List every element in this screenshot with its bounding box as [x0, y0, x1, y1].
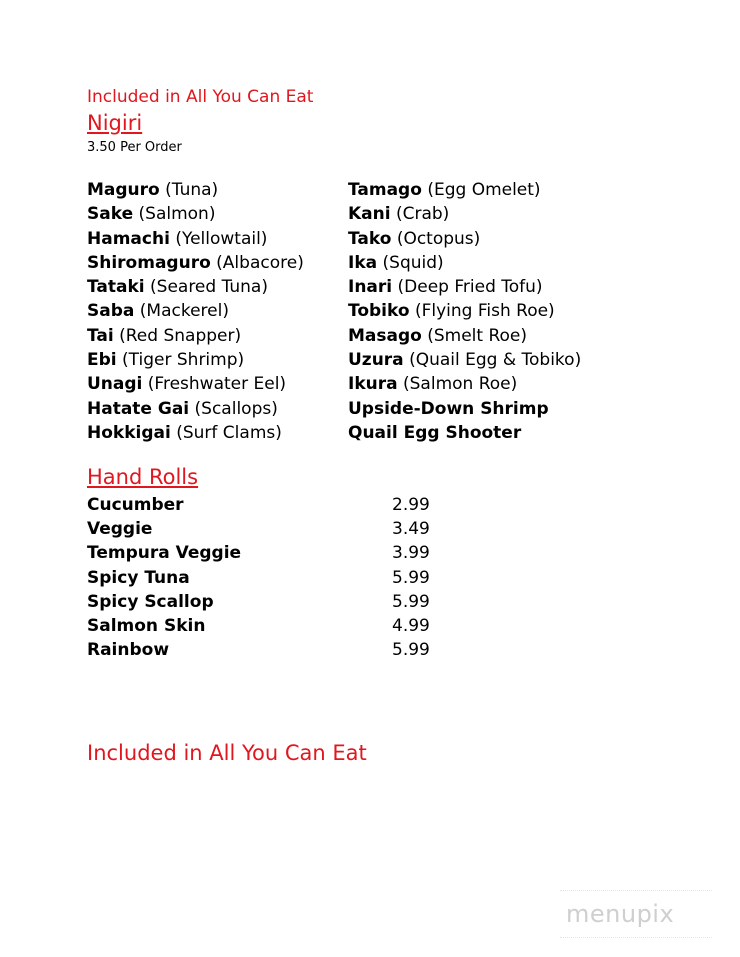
nigiri-item-name: Masago [348, 325, 422, 346]
menupix-watermark [560, 890, 712, 938]
nigiri-item-desc: (Crab) [395, 204, 450, 225]
hand-roll-item [87, 517, 447, 541]
nigiri-item-desc: (Albacore) [216, 252, 304, 273]
nigiri-item-name: Hokkigai [87, 422, 171, 443]
nigiri-item-name: Ikura [348, 374, 398, 395]
nigiri-item-name: Sake [87, 204, 134, 225]
nigiri-item-desc: (Quail Egg & Tobiko) [409, 350, 582, 371]
hand-rolls-list [87, 493, 447, 662]
nigiri-item-name: Saba [87, 301, 135, 322]
hand-roll-item [87, 566, 447, 590]
nigiri-item-name: Tai [87, 325, 114, 346]
nigiri-heading: Nigiri [87, 111, 143, 135]
included-note-top: Included in All You Can Eat [87, 87, 314, 107]
hand-roll-price: 5.99 [392, 591, 430, 612]
hand-roll-name: Tempura Veggie [87, 543, 242, 564]
nigiri-item-name: Unagi [87, 374, 143, 395]
nigiri-item [348, 251, 581, 275]
nigiri-item-desc: (Tuna) [165, 180, 219, 200]
hand-roll-item [87, 638, 447, 662]
nigiri-item [87, 227, 304, 251]
nigiri-item-desc: (Salmon) [138, 204, 216, 225]
nigiri-item [87, 251, 304, 275]
hand-roll-price: 3.99 [392, 543, 430, 564]
nigiri-item-desc: (Surf Clams) [176, 422, 282, 443]
nigiri-item-name: Tako [348, 228, 392, 249]
hand-roll-name: Spicy Scallop [87, 591, 214, 612]
watermark-logo-text: menupix [566, 900, 675, 928]
nigiri-item [87, 397, 304, 421]
nigiri-item [348, 227, 581, 251]
hand-roll-name: Rainbow [87, 640, 170, 661]
nigiri-item-desc: (Freshwater Eel) [147, 374, 287, 395]
nigiri-item-name: Inari [348, 277, 393, 298]
hand-roll-name: Spicy Tuna [87, 567, 190, 588]
nigiri-item-name: Uzura [348, 350, 404, 371]
hand-roll-price: 4.99 [392, 615, 430, 636]
nigiri-item-desc: (Mackerel) [139, 301, 229, 322]
nigiri-item-desc: (Seared Tuna) [150, 277, 268, 298]
hand-roll-price: 3.49 [392, 519, 430, 540]
nigiri-item-desc: (Red Snapper) [119, 325, 242, 346]
nigiri-item-name: Upside-Down Shrimp [348, 398, 549, 419]
nigiri-item-name: Hamachi [87, 228, 170, 249]
hand-roll-price: 5.99 [392, 567, 430, 588]
nigiri-item-desc: (Scallops) [194, 398, 278, 419]
nigiri-item-desc: (Deep Fried Tofu) [397, 277, 543, 298]
nigiri-item-desc: (Smelt Roe) [427, 325, 528, 346]
hand-roll-price: 2.99 [392, 495, 430, 515]
nigiri-item [348, 421, 581, 445]
nigiri-item-name: Kani [348, 204, 391, 225]
nigiri-item [87, 299, 304, 323]
nigiri-item [348, 397, 581, 421]
hand-roll-price: 5.99 [392, 640, 430, 661]
nigiri-item [87, 178, 304, 202]
nigiri-item-desc: (Yellowtail) [175, 228, 268, 249]
nigiri-item [348, 372, 581, 396]
nigiri-item [87, 324, 304, 348]
nigiri-item-name: Ebi [87, 350, 117, 371]
nigiri-item-desc: (Salmon Roe) [403, 374, 518, 395]
nigiri-item-name: Tobiko [348, 301, 410, 322]
nigiri-item-name: Quail Egg Shooter [348, 422, 522, 443]
nigiri-item-desc: (Tiger Shrimp) [122, 350, 245, 371]
nigiri-item-desc: (Squid) [382, 252, 444, 273]
nigiri-item [348, 299, 581, 323]
nigiri-right-column [348, 178, 581, 445]
hand-roll-item [87, 541, 447, 565]
nigiri-left-column [87, 178, 304, 445]
nigiri-item-name: Tataki [87, 277, 145, 298]
nigiri-item [87, 275, 304, 299]
nigiri-item-desc: (Flying Fish Roe) [414, 301, 555, 322]
nigiri-item [348, 178, 581, 202]
nigiri-item [87, 421, 304, 445]
nigiri-item-name: Tamago [348, 180, 422, 200]
nigiri-item [87, 202, 304, 226]
nigiri-item [87, 348, 304, 372]
nigiri-item [87, 372, 304, 396]
hand-roll-item [87, 590, 447, 614]
hand-roll-name: Cucumber [87, 495, 184, 515]
hand-roll-item [87, 614, 447, 638]
nigiri-item [348, 324, 581, 348]
nigiri-item-name: Hatate Gai [87, 398, 190, 419]
nigiri-item [348, 202, 581, 226]
nigiri-item [348, 275, 581, 299]
hand-rolls-heading: Hand Rolls [87, 465, 199, 489]
included-note-bottom: Included in All You Can Eat [87, 741, 367, 765]
hand-roll-name: Veggie [87, 519, 153, 540]
nigiri-item-desc: (Octopus) [396, 228, 481, 249]
nigiri-item [348, 348, 581, 372]
nigiri-item-name: Shiromaguro [87, 252, 211, 273]
nigiri-price-note: 3.50 Per Order [87, 140, 182, 155]
hand-roll-name: Salmon Skin [87, 615, 206, 636]
nigiri-item-name: Ika [348, 252, 378, 273]
hand-roll-item [87, 493, 447, 517]
nigiri-item-name: Maguro [87, 180, 160, 200]
nigiri-item-desc: (Egg Omelet) [427, 180, 541, 200]
